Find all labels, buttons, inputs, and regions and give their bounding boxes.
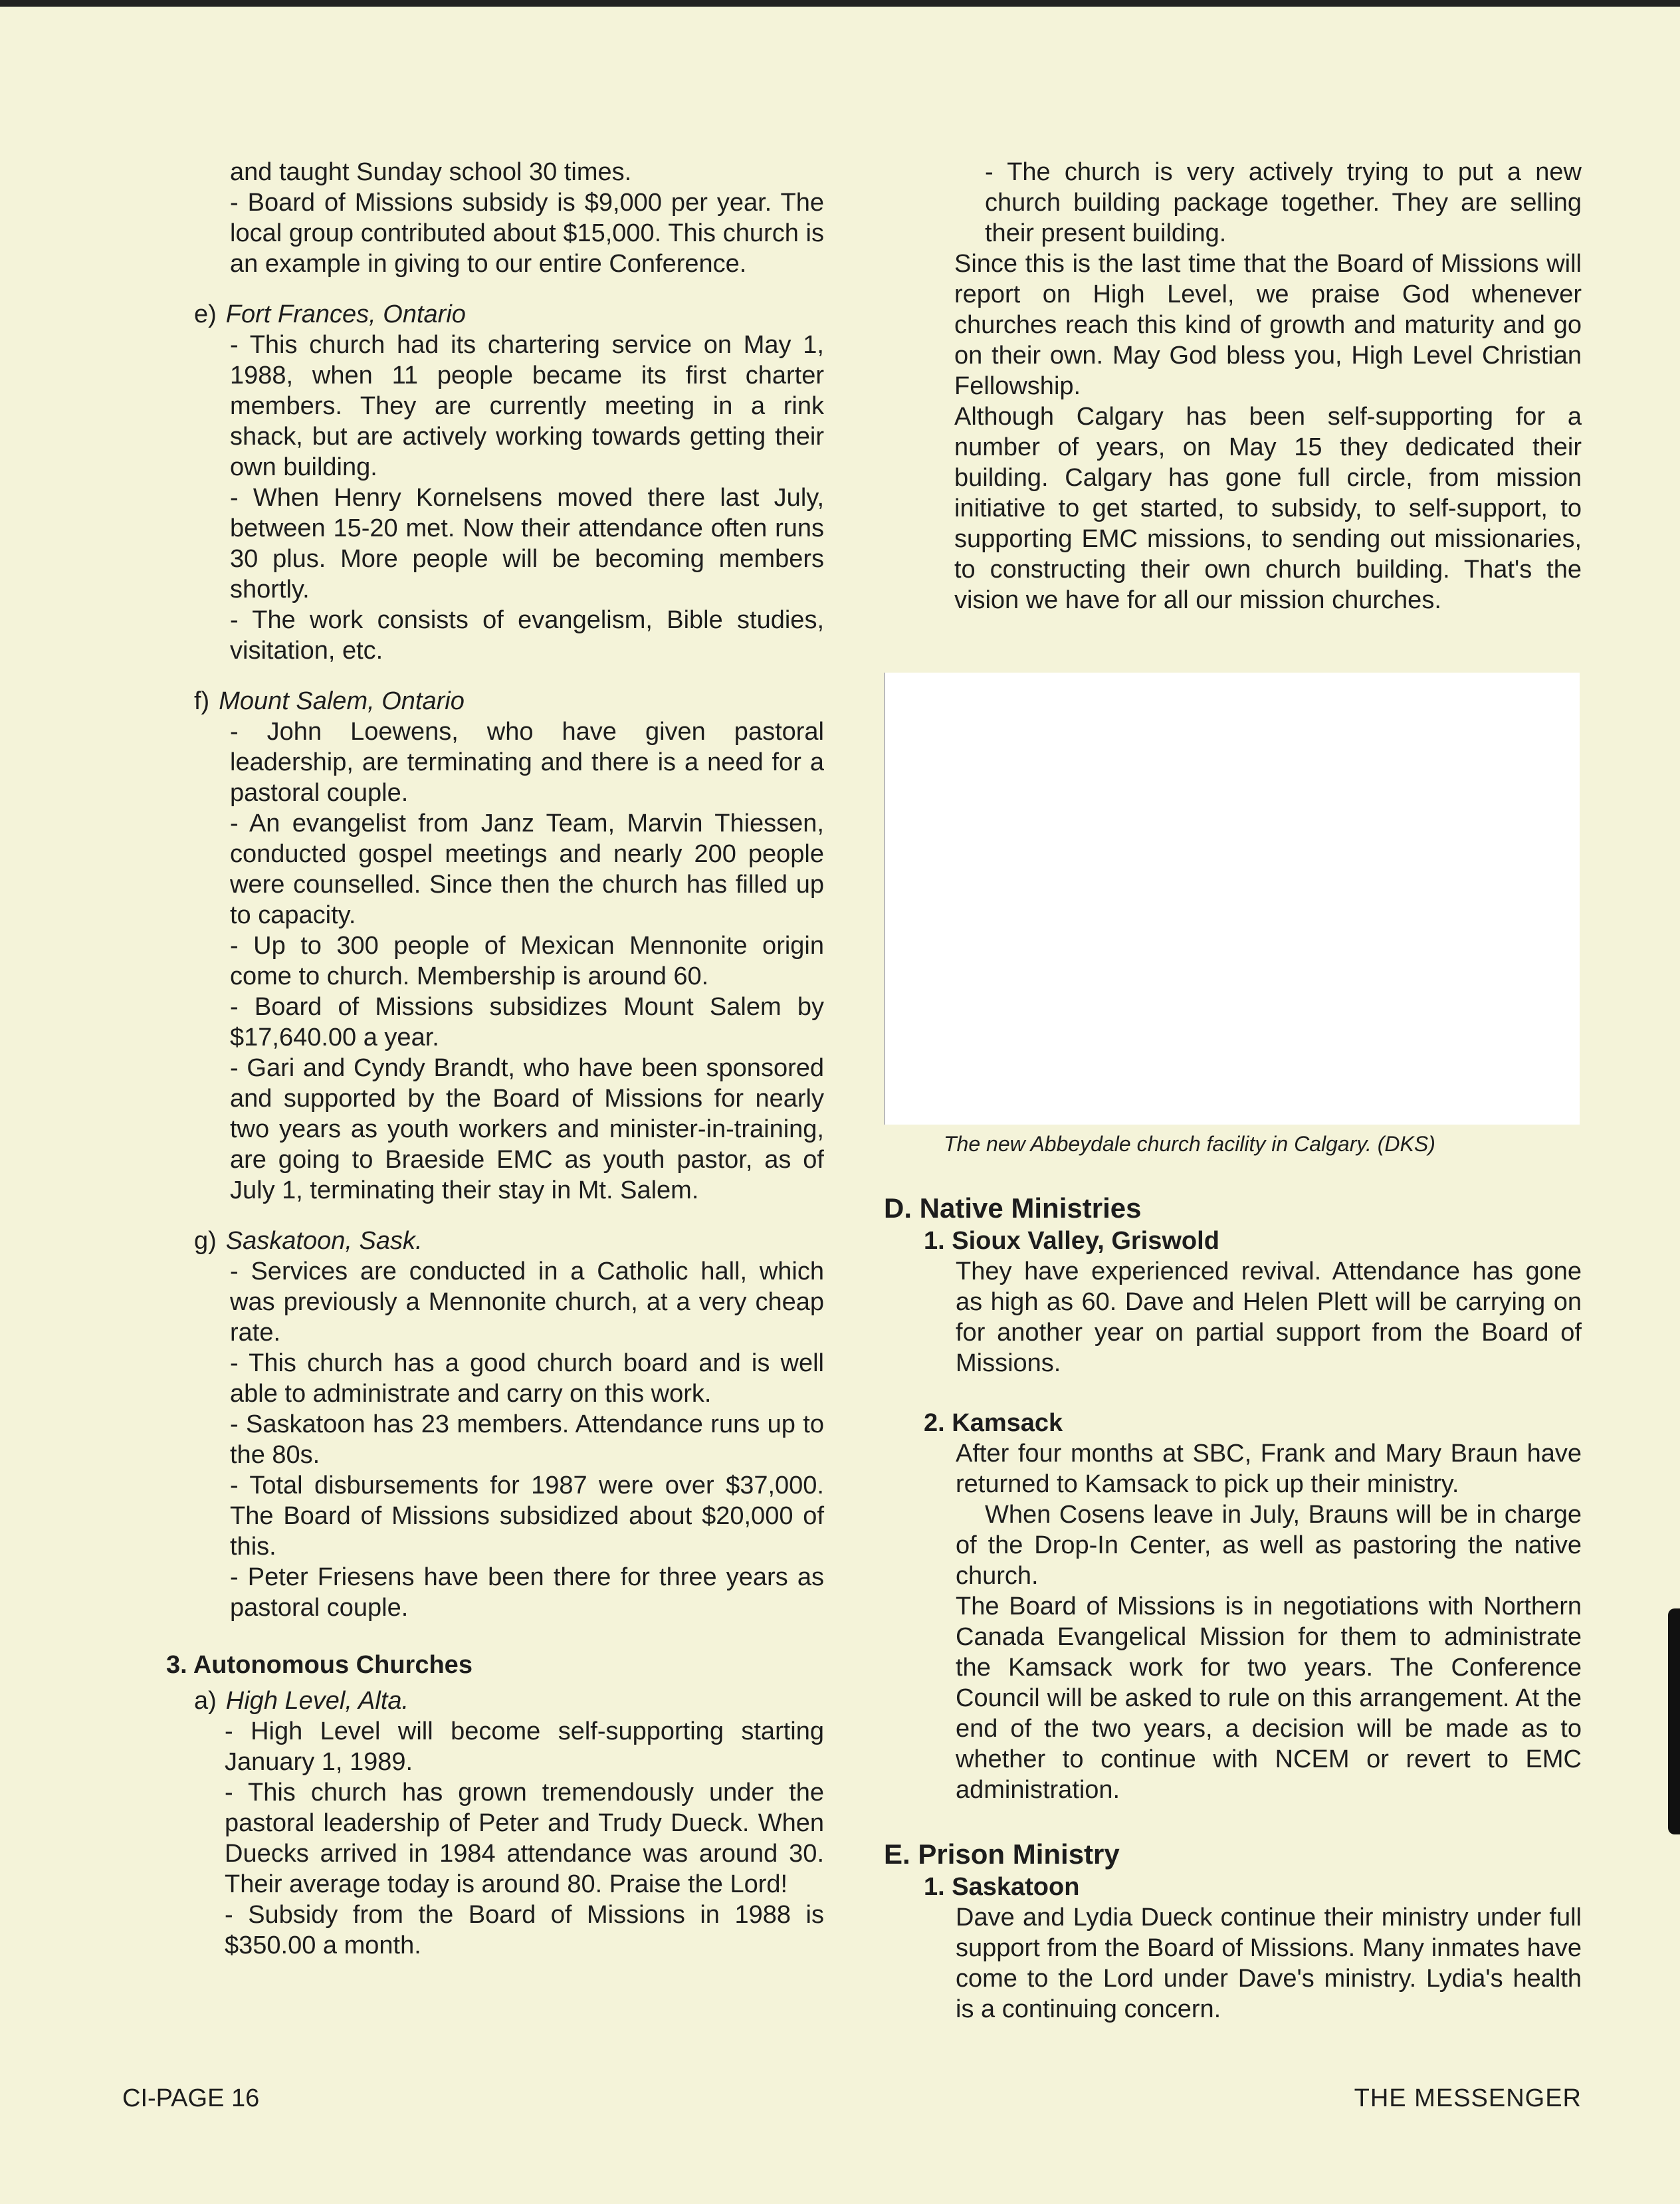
- paragraph: Dave and Lydia Dueck continue their ministry under full support from the Board of Missions. Many inmates have come to the Lord under Dave's ministry. Lydia's health is a continuing concern.: [956, 1904, 1582, 2023]
- item-label: Saskatoon, Sask.: [225, 1227, 423, 1255]
- list-item: - The work consists of evangelism, Bible studies, visitation, etc.: [230, 606, 824, 665]
- section-e-heading: E. Prison Ministry: [884, 1838, 1120, 1870]
- item-a-heading: [194, 1686, 824, 1716]
- publication-name: THE MESSENGER: [1354, 2084, 1582, 2112]
- paragraph: Although Calgary has been self-supporting for a number of years, on May 15 they dedicated their building. Calgary has gone full circle, from mission initiative to get started, to subsidy, to self-support, to supporting EMC missions, to sending out missionaries, to constructing their own church building. That's the vision we have for all our mission churches.: [954, 403, 1582, 614]
- paragraph: When Cosens leave in July, Brauns will be in charge of the Drop-In Center, as well as pastoring the native church.: [956, 1501, 1582, 1590]
- list-item: - When Henry Kornelsens moved there last July, between 15-20 met. Now their attendance often runs 30 plus. More people will be becoming members shortly.: [230, 484, 824, 604]
- list-item: - An evangelist from Janz Team, Marvin Thiessen, conducted gospel meetings and nearly 200 people were counselled. Since then the church has filled up to capacity.: [230, 810, 824, 929]
- paragraph: The Board of Missions is in negotiations with Northern Canada Evangelical Mission for them to administrate the Kamsack work for two years. The Conference Council will be asked to rule on this arrangement. At the end of the two years, a decision will be made as to whether to continue with NCEM or revert to EMC administration.: [956, 1593, 1582, 1804]
- item-marker: g): [194, 1227, 217, 1255]
- list-item: - Subsidy from the Board of Missions in 1988 is $350.00 a month.: [225, 1901, 824, 1959]
- list-item: - Total disbursements for 1987 were over $37,000. The Board of Missions subsidized about $20,000 of this.: [230, 1472, 824, 1561]
- paragraph: They have experienced revival. Attendance has gone as high as 60. Dave and Helen Plett will be carrying on for another year on partial support from the Board of Missions.: [956, 1258, 1582, 1377]
- list-item: - Peter Friesens have been there for three years as pastoral couple.: [230, 1563, 824, 1622]
- list-item: - Gari and Cyndy Brandt, who have been sponsored and supported by the Board of Missions for nearly two years as youth workers and minister-in-training, are going to Braeside EMC as youth pastor, as of July 1, terminating their stay in Mt. Salem.: [230, 1054, 824, 1204]
- item-marker: a): [194, 1687, 217, 1715]
- left-column: [159, 157, 824, 1961]
- list-item: - John Loewens, who have given pastoral leadership, are terminating and there is a need for a pastoral couple.: [230, 718, 824, 807]
- subsection-heading: 2. Kamsack: [924, 1409, 1063, 1437]
- section-d-heading: D. Native Ministries: [884, 1192, 1142, 1224]
- item-label: High Level, Alta.: [225, 1687, 409, 1715]
- item-e-heading: [194, 299, 824, 330]
- intro-line: and taught Sunday school 30 times.: [230, 158, 632, 186]
- list-item: - Services are conducted in a Catholic hall, which was previously a Mennonite church, at a very cheap rate.: [230, 1258, 824, 1347]
- photo-caption: The new Abbeydale church facility in Calgary. (DKS): [944, 1132, 1435, 1156]
- list-item: - High Level will become self-supporting starting January 1, 1989.: [225, 1717, 824, 1776]
- subsection-heading: 1. Sioux Valley, Griswold: [924, 1227, 1219, 1255]
- church-photo: [884, 673, 1580, 1125]
- list-item: - This church has a good church board and is well able to administrate and carry on this work.: [230, 1349, 824, 1408]
- subsection-heading: 1. Saskatoon: [924, 1873, 1080, 1901]
- list-item: - This church had its chartering service on May 1, 1988, when 11 people became its first charter members. They are currently meeting in a rink shack, but are actively working towards getting their own building.: [230, 331, 824, 481]
- paragraph: After four months at SBC, Frank and Mary Braun have returned to Kamsack to pick up their ministry.: [956, 1440, 1582, 1498]
- section-3-heading: 3. Autonomous Churches: [166, 1651, 472, 1679]
- page-number: CI-PAGE 16: [122, 2084, 260, 2112]
- item-label: Fort Frances, Ontario: [225, 300, 466, 328]
- list-item: - Board of Missions subsidizes Mount Salem by $17,640.00 a year.: [230, 993, 824, 1051]
- item-g-heading: [194, 1226, 824, 1256]
- intro-paragraph: - Board of Missions subsidy is $9,000 per year. The local group contributed about $15,000. This church is an example in giving to our entire Conference.: [230, 189, 824, 278]
- paragraph: Since this is the last time that the Board of Missions will report on High Level, we praise God whenever churches reach this kind of growth and maturity and go on their own. May God bless you, High Level Christian Fellowship.: [954, 250, 1582, 400]
- item-f-heading: [194, 686, 824, 716]
- list-item: - Up to 300 people of Mexican Mennonite origin come to church. Membership is around 60.: [230, 932, 824, 990]
- list-item: - Saskatoon has 23 members. Attendance runs up to the 80s.: [230, 1410, 824, 1469]
- list-item: - The church is very actively trying to put a new church building package together. They are selling their present building.: [985, 158, 1582, 247]
- item-label: Mount Salem, Ontario: [219, 687, 465, 715]
- scan-right-edge: [1668, 1608, 1680, 1834]
- item-marker: f): [194, 687, 210, 715]
- item-marker: e): [194, 300, 217, 328]
- scan-top-edge: [0, 0, 1680, 7]
- right-column: [884, 157, 1582, 2025]
- list-item: - This church has grown tremendously under the pastoral leadership of Peter and Trudy Dueck. When Duecks arrived in 1984 attendance was around 30. Their average today is around 80. Praise the Lord!: [225, 1779, 824, 1898]
